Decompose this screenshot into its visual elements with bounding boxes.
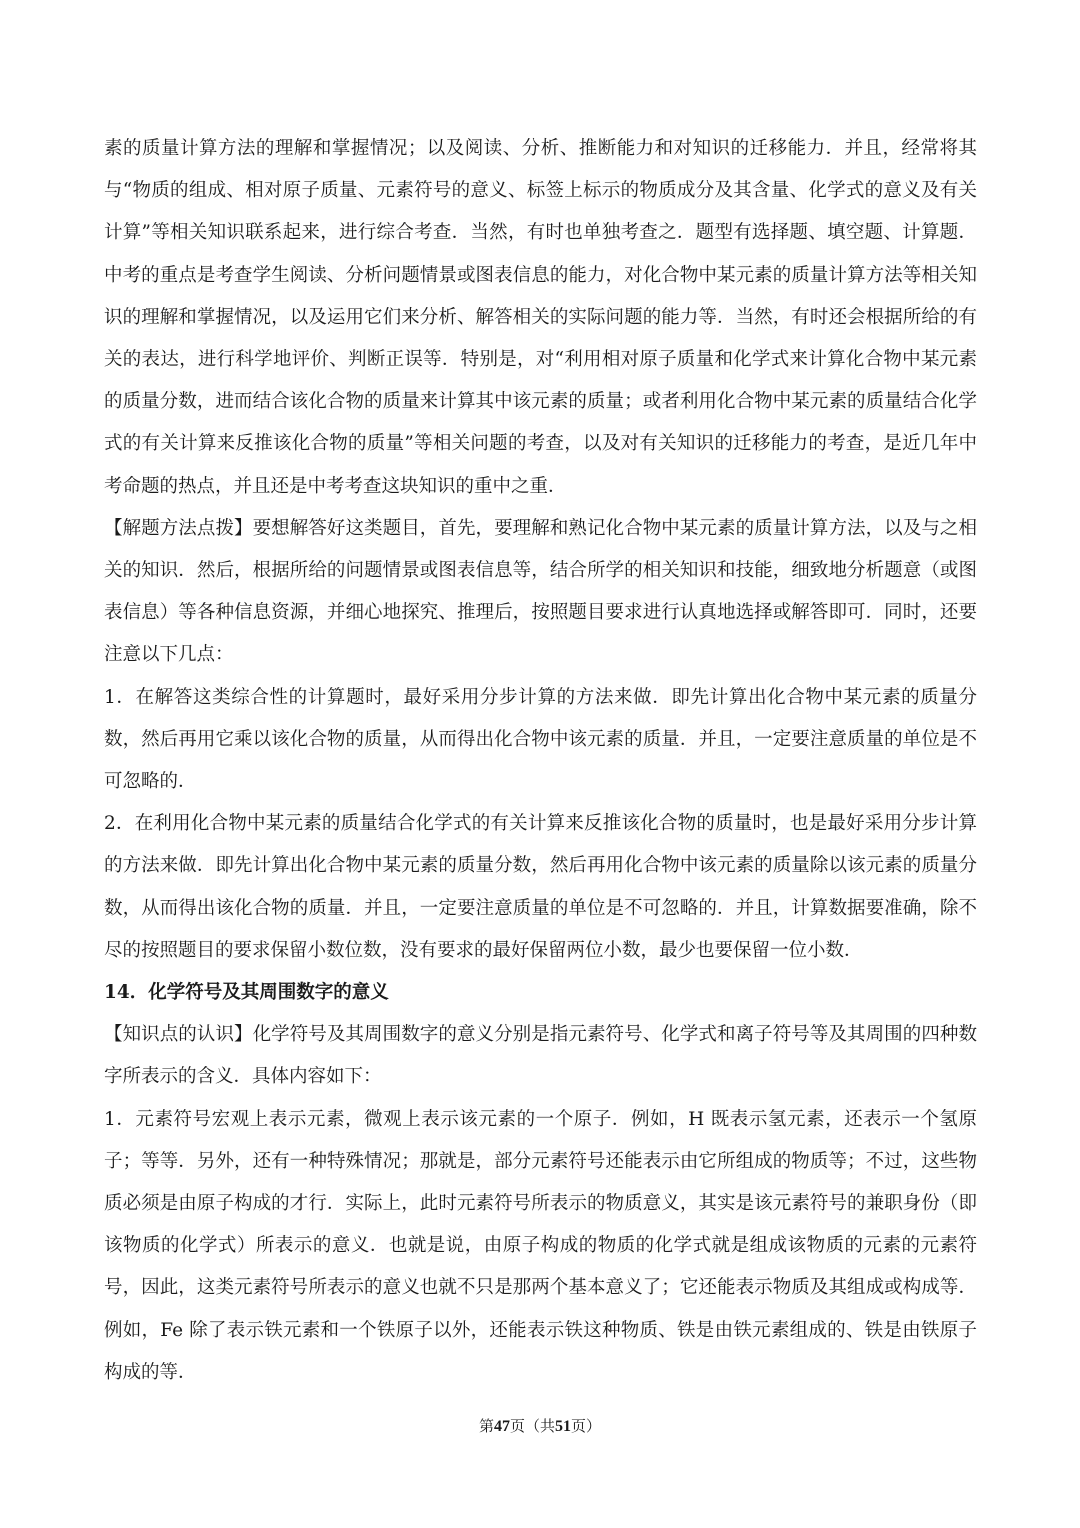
paragraph-element-symbol: 1．元素符号宏观上表示元素，微观上表示该元素的一个原子．例如，H 既表示氢元素，还表示一个氢原子；等等．另外，还有一种特殊情况；那就是，部分元素符号还能表示由它所组成的物质等；不过，这些物质必须是由原子构成的才行．实际上，此时元素符号所表示的物质意义，其实是该元素符号的兼职身份（即该物质的化学式）所表示的意义．也就是说，由原子构成的物质的化学式就是组成该物质的元素的元素符号，因此，这类元素符号所表示的意义也就不只是那两个基本意义了；它还能表示物质及其组成或构成等．例如，Fe 除了表示铁元素和一个铁原子以外，还能表示铁这种物质、铁是由铁元素组成的、铁是由铁原子构成的等． bbox=[104, 1108, 977, 1383]
paragraph-exam-analysis: 素的质量计算方法的理解和掌握情况；以及阅读、分析、推断能力和对知识的迁移能力．并且，经常将其与“物质的组成、相对原子质量、元素符号的意义、标签上标示的物质成分及其含量、化学式的意义及有关计算”等相关知识联系起来，进行综合考查．当然，有时也单独考查之．题型有选择题、填空题、计算题．中考的重点是考查学生阅读、分析问题情景或图表信息的能力，对化合物中某元素的质量计算方法等相关知识的理解和掌握情况，以及运用它们来分析、解答相关的实际问题的能力等．当然，有时还会根据所给的有关的表达，进行科学地评价、判断正误等．特别是，对“利用相对原子质量和化学式来计算化合物中某元素的质量分数，进而结合该化合物的质量来计算其中该元素的质量；或者利用化合物中某元素的质量结合化学式的有关计算来反推该化合物的质量”等相关问题的考查，以及对有关知识的迁移能力的考查，是近几年中考命题的热点，并且还是中考考查这块知识的重中之重． bbox=[104, 138, 977, 497]
paragraph-method-tips: 【解题方法点拨】要想解答好这类题目，首先，要理解和熟记化合物中某元素的质量计算方法，以及与之相关的知识．然后，根据所给的问题情景或图表信息等，结合所学的相关知识和技能，细致地分析题意（或图表信息）等各种信息资源，并细心地探究、推理后，按照题目要求进行认真地选择或解答即可．同时，还要注意以下几点： bbox=[104, 517, 977, 666]
paragraph-point-2: 2．在利用化合物中某元素的质量结合化学式的有关计算来反推该化合物的质量时，也是最好采用分步计算的方法来做．即先计算出化合物中某元素的质量分数，然后再用化合物中该元素的质量除以该元素的质量分数，从而得出该化合物的质量．并且，一定要注意质量的单位是不可忽略的．并且，计算数据要准确，除不尽的按照题目的要求保留小数位数，没有要求的最好保留两位小数，最少也要保留一位小数． bbox=[104, 813, 977, 961]
section-heading: 14．化学符号及其周围数字的意义 bbox=[104, 982, 389, 1004]
footer-total-pages: 51 bbox=[555, 1418, 571, 1435]
paragraph-point-1: 1．在解答这类综合性的计算题时，最好采用分步计算的方法来做．即先计算出化合物中某元素的质量分数，然后再用它乘以该化合物的质量，从而得出化合物中该元素的质量．并且，一定要注意质量的单位是不可忽略的． bbox=[104, 686, 977, 793]
footer-suffix: 页） bbox=[571, 1417, 602, 1435]
footer-current-page: 47 bbox=[493, 1418, 510, 1435]
page-footer bbox=[0, 1416, 1080, 1437]
footer-middle: 页（共 bbox=[509, 1417, 555, 1435]
paragraph-knowledge-intro: 【知识点的认识】化学符号及其周围数字的意义分别是指元素符号、化学式和离子符号等及其周围的四种数字所表示的含义．具体内容如下： bbox=[104, 1024, 977, 1088]
footer-prefix: 第 bbox=[478, 1417, 494, 1435]
page-body bbox=[104, 128, 977, 1394]
